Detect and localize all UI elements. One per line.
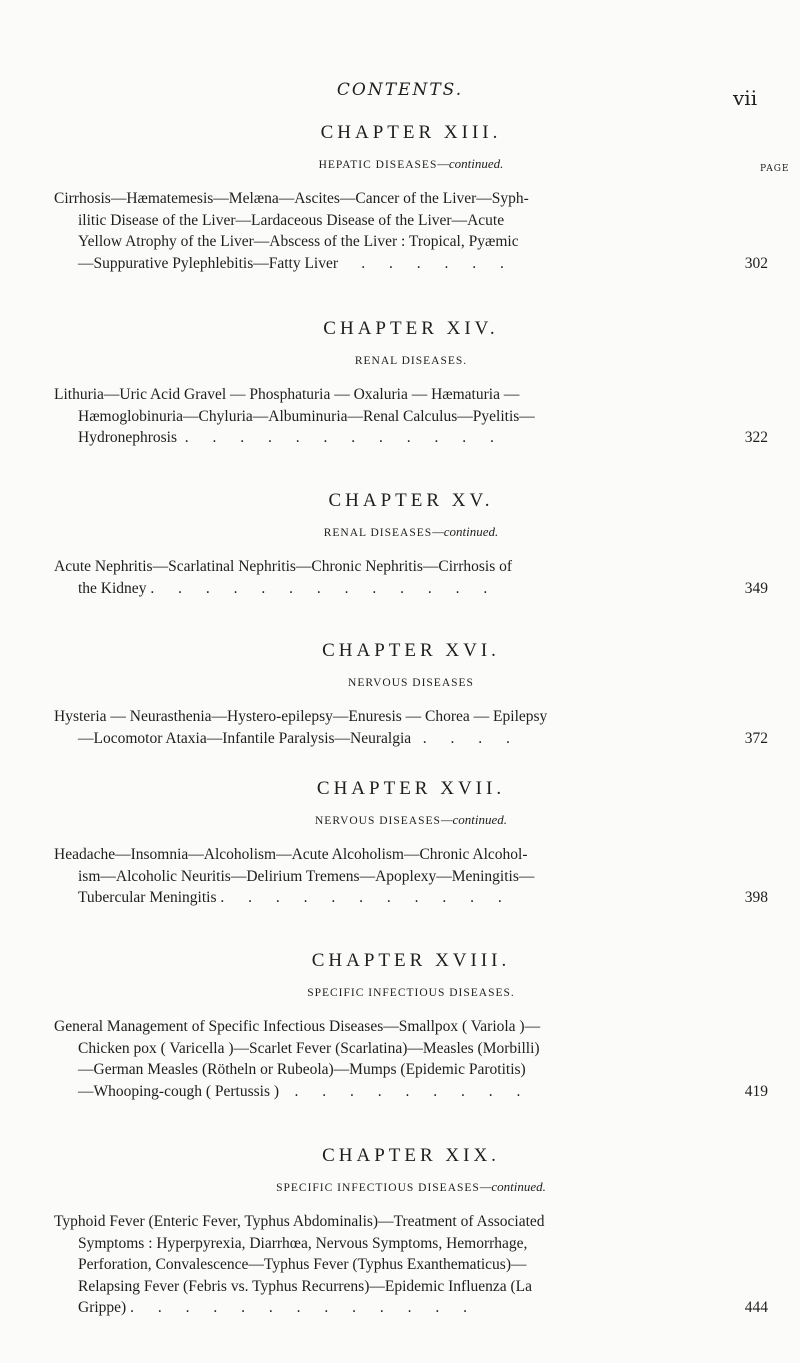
toc-entry[interactable]: Typhoid Fever (Enteric Fever, Typhus Abdominalis)—Treatment of Associated Symptoms : Hyperpyrexia, Diarrhœa, Nervous Symptoms, Hemorrhage, Perforation, Convalescence—Typhus Fever (Typhus Exanthematicus)— Relapsing Fever (Febris vs. Typhus Recurrens)—Epidemic Influenza (La Grippe) . . . . . . . . . . . . . 444 (54, 1211, 768, 1319)
chapter-xiii (54, 122, 768, 274)
page-column-label: PAGE (760, 164, 790, 174)
running-header: CONTENTS. (336, 80, 464, 100)
leader-dots: . . . . . . . . . . . . (184, 429, 504, 446)
chapter-subtitle: RENAL DISEASES. (354, 355, 468, 367)
leader-dots: . . . . . . . . . . . (220, 889, 512, 906)
chapter-xvi (54, 640, 768, 749)
chapter-xviii (54, 950, 768, 1102)
page-number: vii (733, 86, 758, 110)
toc-entry[interactable]: Lithuria—Uric Acid Gravel — Phosphaturia — Oxaluria — Hæmaturia — Hæmoglobinuria—Chyluria—Albuminuria—Renal Calculus—Pyelitis— Hydronephrosis . . . . . . . . . . . . 322 (54, 384, 768, 449)
chapter-xiv (54, 318, 768, 449)
leader-dots: . . . . . . (361, 254, 514, 272)
leader-dots: . . . . . . . . . . . . . (130, 1299, 477, 1316)
toc-entry[interactable]: Acute Nephritis—Scarlatinal Nephritis—Chronic Nephritis—Cirrhosis of the Kidney . . . . . . . . . . . . . 349 (54, 556, 768, 599)
toc-entry[interactable]: Hysteria — Neurasthenia—Hystero-epilepsy—Enuresis — Chorea — Epilepsy —Locomotor Ataxia—Infantile Paralysis—Neuralgia . . . . 372 (54, 706, 768, 749)
chapter-subtitle: NERVOUS DISEASES (348, 677, 474, 689)
page-ref: 372 (744, 729, 768, 747)
toc-entry[interactable]: Cirrhosis—Hæmatemesis—Melæna—Ascites—Cancer of the Liver—Syph- ilitic Disease of the Liver—Lardaceous Disease of the Liver—Acute Yellow Atrophy of the Liver—Abscess of the Liver : Tropical, Pyæmic —Suppurative Pylephlebitis—Fatty Liver . . . . . . 302 (54, 188, 768, 274)
chapter-subtitle: SPECIFIC INFECTIOUS DISEASES. (307, 987, 515, 999)
leader-dots: . . . . . . . . . (294, 1082, 531, 1100)
chapter-title: CHAPTER XIII. (320, 122, 502, 143)
chapter-title: CHAPTER XVIII. (311, 950, 511, 971)
page-ref: 444 (744, 1299, 768, 1316)
chapter-title: CHAPTER XIX. (322, 1145, 500, 1166)
page-ref: 419 (744, 1082, 768, 1100)
toc-entry[interactable]: Headache—Insomnia—Alcoholism—Acute Alcoholism—Chronic Alcohol- ism—Alcoholic Neuritis—Delirium Tremens—Apoplexy—Meningitis— Tubercular Meningitis . . . . . . . . . . . 398 (54, 844, 768, 909)
chapter-xvii (54, 778, 768, 909)
page-ref: 322 (744, 429, 768, 446)
chapter-xix (54, 1145, 768, 1319)
chapter-subtitle: HEPATIC DISEASES—continued. (318, 156, 504, 171)
chapter-subtitle: SPECIFIC INFECTIOUS DISEASES—continued. (276, 1179, 546, 1194)
page-ref: 398 (744, 889, 768, 906)
chapter-subtitle: RENAL DISEASES—continued. (323, 524, 499, 539)
chapter-title: CHAPTER XIV. (323, 318, 499, 339)
leader-dots: . . . . (422, 729, 520, 747)
chapter-title: CHAPTER XV. (328, 490, 494, 511)
chapter-title: CHAPTER XVI. (322, 640, 500, 661)
chapter-subtitle: NERVOUS DISEASES—continued. (314, 812, 508, 827)
chapter-xv (54, 490, 768, 599)
page-ref: 349 (744, 579, 768, 597)
page-ref: 302 (744, 254, 768, 272)
toc-entry[interactable]: General Management of Specific Infectious Diseases—Smallpox ( Variola )— Chicken pox ( Varicella )—Scarlet Fever (Scarlatina)—Measles (Morbilli) —German Measles (Rötheln or Rubeola)—Mumps (Epidemic Parotitis) —Whooping-cough ( Pertussis ) . . . . . . . . . 419 (54, 1016, 768, 1102)
chapter-title: CHAPTER XVII. (316, 778, 506, 799)
leader-dots: . . . . . . . . . . . . . (150, 579, 498, 597)
